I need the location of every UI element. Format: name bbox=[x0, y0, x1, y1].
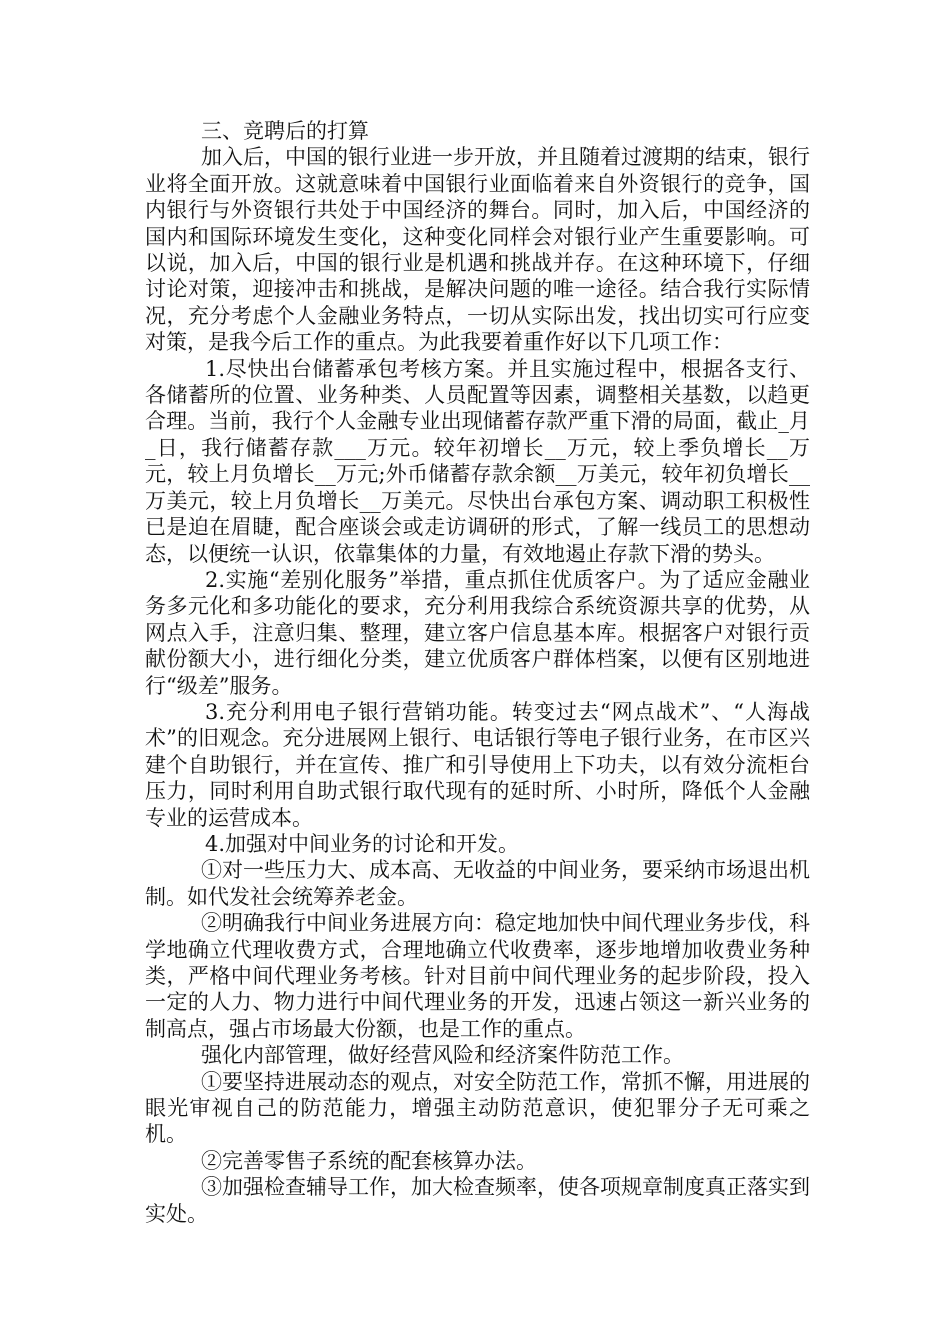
paragraph-sub-5: ③加强检查辅导工作，加大检查频率，使各项规章制度真正落实到实处。 bbox=[145, 1175, 810, 1226]
paragraph-item-3: 3.充分利用电子银行营销功能。转变过去“网点战术”、“人海战术”的旧观念。充分进展网上银行、电话银行等电子银行业务，在市区兴建个自助银行，并在宣传、推广和引导使用上下功夫，以有效分流柜台压力，同时利用自助式银行取代现有的延时所、小时所，降低个人金融专业的运营成本。 bbox=[145, 699, 810, 830]
paragraph-sub-2: ②明确我行中间业务进展方向：稳定地加快中间代理业务步伐，科学地确立代理收费方式，合理地确立代收费率，逐步地增加收费业务种类，严格中间代理业务考核。针对目前中间代理业务的起步阶段，投入一定的人力、物力进行中间代理业务的开发，迅速占领这一新兴业务的制高点，强占市场最大份额，也是工作的重点。 bbox=[145, 911, 810, 1041]
paragraph-internal-management: 强化内部管理，做好经营风险和经济案件防范工作。 bbox=[201, 1043, 684, 1068]
paragraph-sub-4: ②完善零售子系统的配套核算办法。 bbox=[201, 1148, 537, 1173]
paragraph-item-4: 4.加强对中间业务的讨论和开发。 bbox=[205, 831, 520, 856]
paragraph-sub-3: ①要坚持进展动态的观点，对安全防范工作，常抓不懈，用进展的眼光审视自己的防范能力，增强主动防范意识，使犯罪分子无可乘之机。 bbox=[145, 1069, 810, 1147]
paragraph-item-1: 1.尽快出台储蓄承包考核方案。并且实施过程中，根据各支行、各储蓄所的位置、业务种类、人员配置等因素，调整相关基数，以趋更合理。当前，我行个人金融专业出现储蓄存款严重下滑的局面，截止_月_日，我行储蓄存款___万元。较年初增长__万元，较上季负增长__万元，较上月负增长__万元;外币储蓄存款余额__万美元，较年初负增长__万美元，较上月负增长__万美元。尽快出台承包方案、调动职工积极性已是迫在眉睫，配合座谈会或走访调研的形式，了解一线员工的思想动态，以便统一认识，依靠集体的力量，有效地遏止存款下滑的势头。 bbox=[145, 356, 810, 566]
paragraph-sub-1: ①对一些压力大、成本高、无收益的中间业务，要采纳市场退出机制。如代发社会统筹养老金。 bbox=[145, 858, 810, 909]
paragraph-item-2: 2.实施“差别化服务”举措，重点抓住优质客户。为了适应金融业务多元化和多功能化的要求，充分利用我综合系统资源共享的优势，从网点入手，注意归集、整理，建立客户信息基本库。根据客户对银行贡献份额大小，进行细化分类，建立优质客户群体档案，以便有区别地进行“级差”服务。 bbox=[145, 567, 810, 698]
document-body bbox=[145, 118, 810, 1227]
section-heading: 三、竞聘后的打算 bbox=[201, 119, 369, 143]
paragraph-intro: 加入后，中国的银行业进一步开放，并且随着过渡期的结束，银行业将全面开放。这就意味着中国银行业面临着来自外资银行的竞争，国内银行与外资银行共处于中国经济的舞台。同时，加入后，中国经济的国内和国际环境发生变化，这种变化同样会对银行业产生重要影响。可以说，加入后，中国的银行业是机遇和挑战并存。在这种环境下，仔细讨论对策，迎接冲击和挑战，是解决问题的唯一途径。结合我行实际情况，充分考虑个人金融业务特点，一切从实际出发，找出切实可行应变对策，是我今后工作的重点。为此我要着重作好以下几项工作： bbox=[145, 145, 810, 355]
